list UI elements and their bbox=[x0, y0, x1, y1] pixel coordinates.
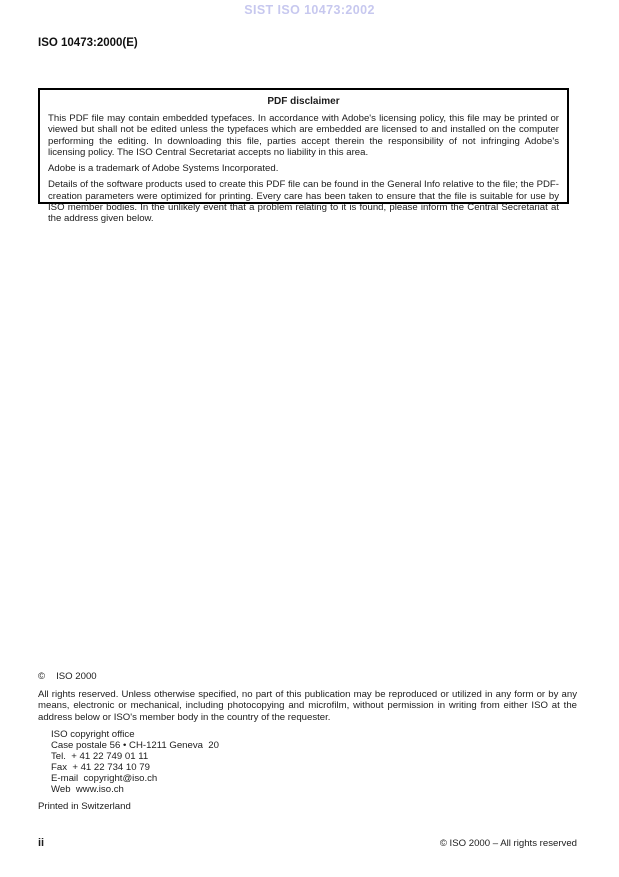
copyright-year: ISO 2000 bbox=[56, 671, 97, 682]
page-number: ii bbox=[38, 837, 45, 849]
copyright-symbol: © bbox=[38, 671, 46, 682]
watermark-header: SIST ISO 10473:2002 bbox=[244, 3, 375, 17]
printed-in-statement: Printed in Switzerland bbox=[38, 800, 131, 812]
document-reference: ISO 10473:2000(E) bbox=[38, 37, 138, 49]
pdf-disclaimer-box bbox=[38, 88, 569, 225]
address-line-email: E-mail copyright@iso.ch bbox=[51, 772, 158, 784]
footer-copyright: © ISO 2000 – All rights reserved bbox=[439, 838, 577, 849]
disclaimer-paragraph: Details of the software products used to create this PDF file can be found in the General Info relative to the file; the PDF-creation parameters were optimized for printing. Every care has been taken to ensure that the file is suitable for use by ISO member bodies. In the unlikely event that a problem relating to it is found, please inform the Central Secretariat at the address given below. bbox=[48, 179, 559, 225]
disclaimer-paragraph: This PDF file may contain embedded typefaces. In accordance with Adobe's licensing policy, this file may be printed or viewed but shall not be edited unless the typefaces which are embedded are licensed to and installed on the computer performing the editing. In downloading this file, parties accept therein the responsibility of not infringing Adobe's licensing policy. The ISO Central Secretariat accepts no liability in this area. bbox=[48, 113, 559, 158]
disclaimer-title: PDF disclaimer bbox=[267, 96, 340, 107]
page-footer bbox=[38, 837, 577, 849]
copyright-line bbox=[38, 671, 577, 682]
disclaimer-paragraph: Adobe is a trademark of Adobe Systems Incorporated. bbox=[48, 163, 279, 175]
address-block bbox=[51, 729, 577, 795]
address-line-web: Web www.iso.ch bbox=[51, 783, 124, 795]
address-line-postal: Case postale 56 • CH-1211 Geneva 20 bbox=[51, 739, 219, 751]
copyright-section bbox=[38, 671, 577, 812]
address-line-office: ISO copyright office bbox=[51, 728, 135, 740]
address-line-tel: Tel. + 41 22 749 01 11 bbox=[51, 750, 149, 762]
rights-statement: All rights reserved. Unless otherwise specified, no part of this publication may be reproduced or utilized in any form or by any means, electronic or mechanical, including photocopying and microfilm, without permission in writing from either ISO at the address below or ISO's member body in the country of the requester. bbox=[38, 689, 577, 723]
address-line-fax: Fax + 41 22 734 10 79 bbox=[51, 761, 150, 773]
